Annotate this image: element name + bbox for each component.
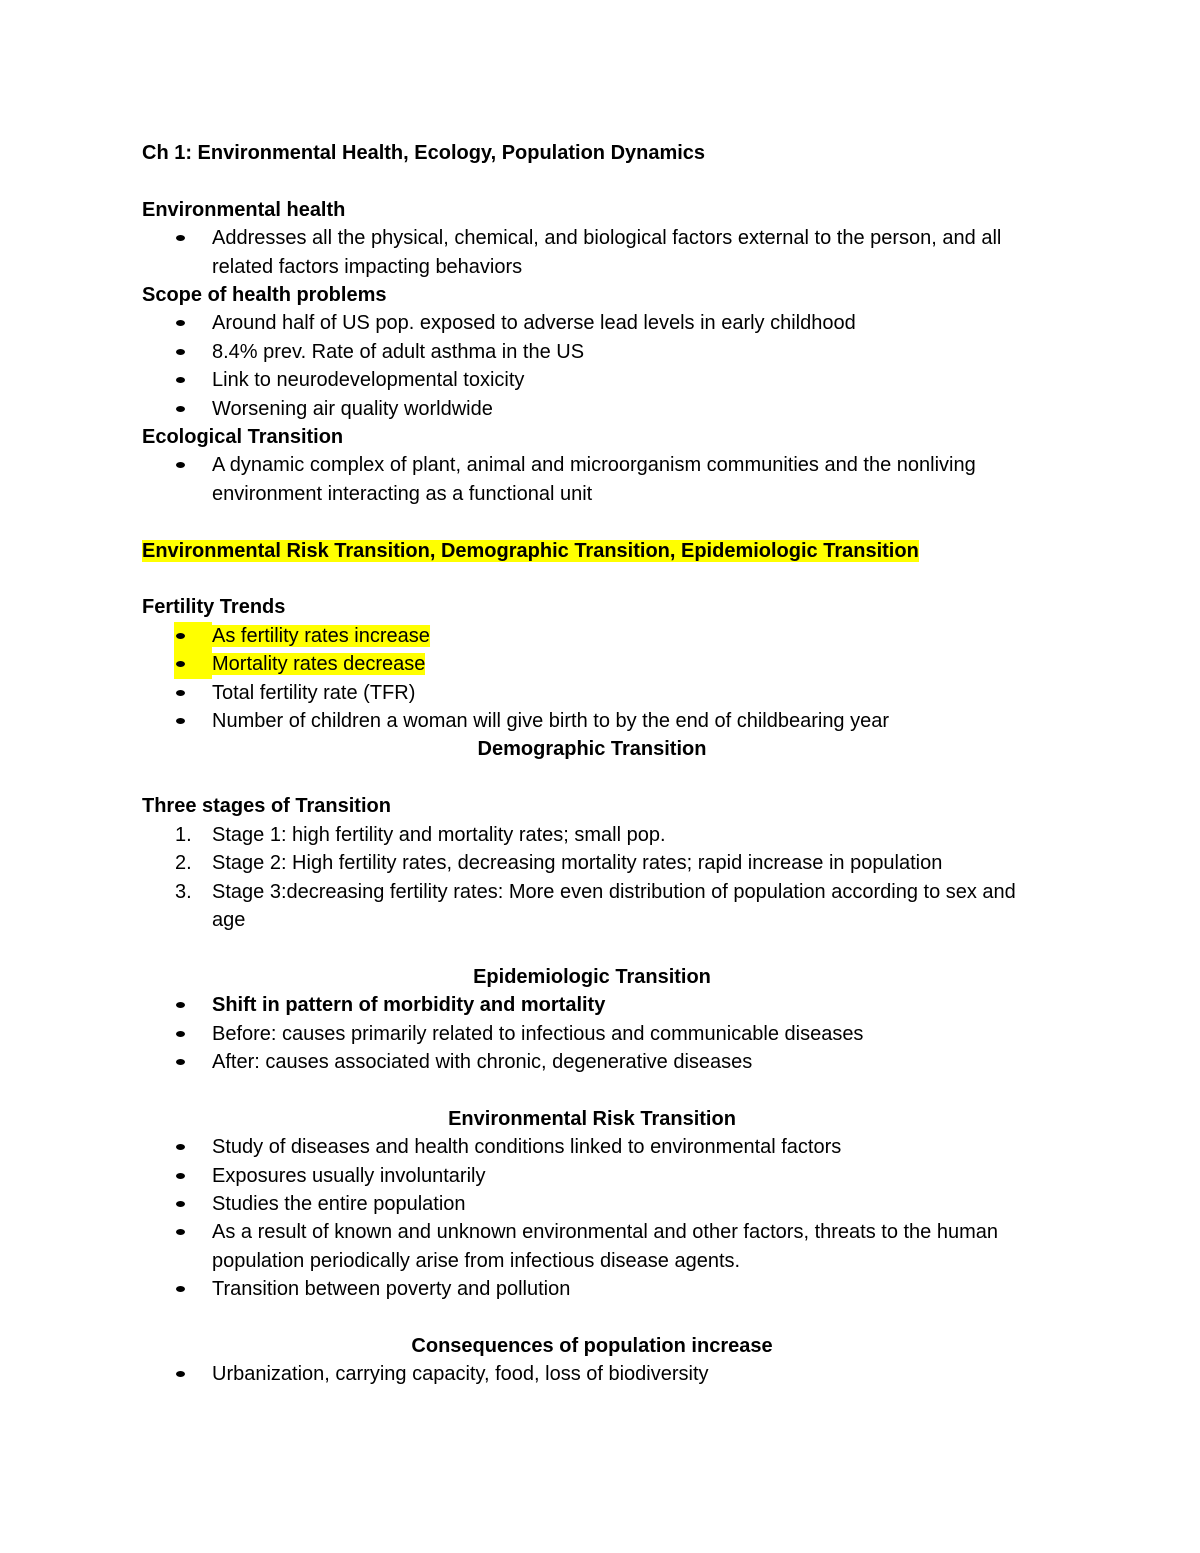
list-item: Shift in pattern of morbidity and mortality (142, 991, 1042, 1019)
list-item: 3. Stage 3:decreasing fertility rates: More even distribution of population according to sex and age (175, 880, 1016, 931)
bullet-icon (176, 320, 185, 326)
bullet-icon (176, 1173, 185, 1179)
document-title: Ch 1: Environmental Health, Ecology, Population Dynamics (142, 142, 706, 164)
bullet-icon (176, 1031, 185, 1037)
bullet-icon (176, 462, 185, 468)
bullet-list (142, 1133, 1042, 1303)
list-item: Exposures usually involuntarily (142, 1162, 1042, 1190)
highlighted-heading: Environmental Risk Transition, Demographic Transition, Epidemiologic Transition (142, 539, 919, 562)
list-item: Before: causes primarily related to infectious and communicable diseases (142, 1020, 1042, 1048)
list-item: Around half of US pop. exposed to adverse lead levels in early childhood (142, 309, 1042, 337)
spacer (142, 764, 1042, 792)
list-item: Link to neurodevelopmental toxicity (142, 366, 1042, 394)
list-item: Number of children a woman will give birth to by the end of childbearing year (142, 707, 1042, 735)
spacer (142, 1304, 1042, 1332)
bullet-icon (176, 690, 185, 696)
spacer (142, 1076, 1042, 1104)
bullet-icon (176, 1002, 185, 1008)
bullet-icon (176, 349, 185, 355)
bullet-icon (176, 661, 185, 667)
document-page (142, 139, 1042, 1389)
bullet-icon (176, 1144, 185, 1150)
bullet-list (142, 1360, 1042, 1388)
section-heading-ecological-transition: Ecological Transition (142, 426, 344, 449)
bullet-list (142, 224, 1042, 281)
list-item: Study of diseases and health conditions linked to environmental factors (142, 1133, 1042, 1161)
section-heading-scope: Scope of health problems (142, 284, 387, 307)
spacer (142, 565, 1042, 593)
list-item: Worsening air quality worldwide (142, 395, 1042, 423)
list-item: A dynamic complex of plant, animal and microorganism communities and the nonliving environment interacting as a functional unit (142, 451, 1042, 508)
bullet-list (142, 309, 1042, 423)
list-item: After: causes associated with chronic, degenerative diseases (142, 1048, 1042, 1076)
bullet-icon (176, 377, 185, 383)
bullet-icon (176, 1229, 185, 1235)
spacer (142, 508, 1042, 536)
bullet-icon (176, 718, 185, 724)
list-item: As a result of known and unknown environmental and other factors, threats to the human population periodically arise from infectious disease agents. (142, 1218, 1042, 1275)
bullet-icon (176, 1371, 185, 1377)
list-item: Studies the entire population (142, 1190, 1042, 1218)
spacer (142, 167, 1042, 195)
section-heading-fertility-trends: Fertility Trends (142, 596, 286, 619)
section-heading-epidemiologic-transition: Epidemiologic Transition (473, 965, 711, 988)
spacer (142, 934, 1042, 962)
bullet-icon (176, 406, 185, 412)
list-item: Urbanization, carrying capacity, food, loss of biodiversity (142, 1360, 1042, 1388)
bullet-icon (176, 1201, 185, 1207)
bullet-list (142, 451, 1042, 508)
section-heading-three-stages: Three stages of Transition (142, 795, 391, 818)
list-item: 1. Stage 1: high fertility and mortality rates; small pop. (175, 823, 666, 846)
numbered-list (142, 821, 1042, 935)
bullet-list (142, 991, 1042, 1076)
bullet-list (142, 622, 1042, 736)
bullet-icon (176, 235, 185, 241)
list-item-highlighted: Mortality rates decrease (142, 650, 1042, 678)
bullet-icon (176, 1286, 185, 1292)
bullet-icon (176, 633, 185, 639)
section-heading-environmental-health: Environmental health (142, 198, 346, 221)
list-item: 2. Stage 2: High fertility rates, decreasing mortality rates; rapid increase in population (175, 852, 943, 875)
list-item-highlighted: As fertility rates increase (142, 622, 1042, 650)
list-item: Addresses all the physical, chemical, and biological factors external to the person, and all related factors impacting behaviors (142, 224, 1042, 281)
list-item: 8.4% prev. Rate of adult asthma in the US (142, 338, 1042, 366)
section-heading-demographic-transition: Demographic Transition (477, 738, 707, 761)
bullet-icon (176, 1059, 185, 1065)
list-item: Total fertility rate (TFR) (142, 679, 1042, 707)
list-item: Transition between poverty and pollution (142, 1275, 1042, 1303)
section-heading-environmental-risk-transition: Environmental Risk Transition (448, 1107, 736, 1130)
section-heading-consequences: Consequences of population increase (411, 1334, 773, 1357)
